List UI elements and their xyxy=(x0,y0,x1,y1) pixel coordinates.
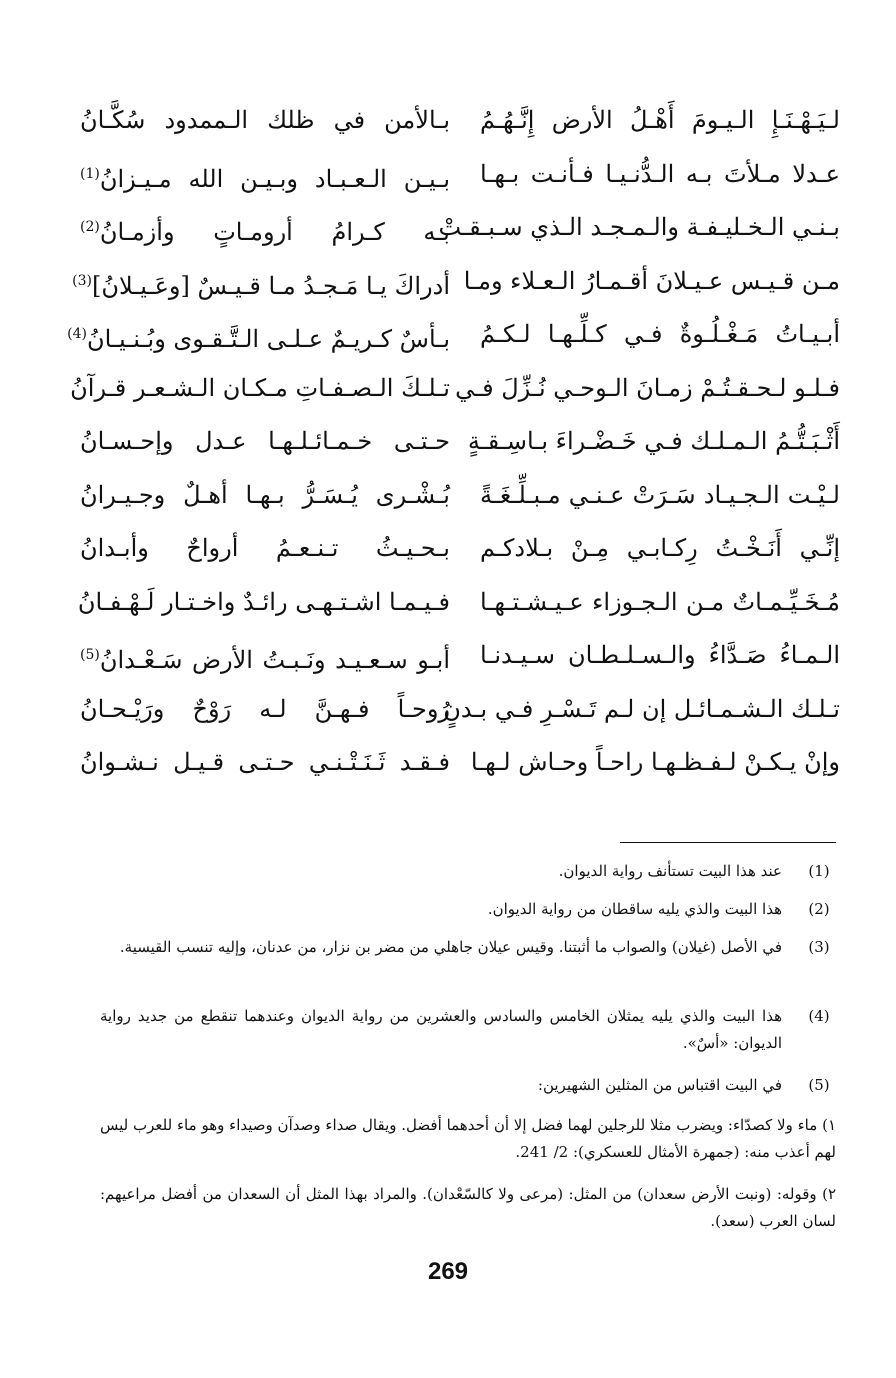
verse-first-hemistich: تـلـك الـشـمـائـل إن لـم تَـسْـرِ فـي بـدنٍ xyxy=(443,694,840,723)
verse-second-text: فـيـمـا اشـتـهـى رائـدٌ واخـتـار لَـهْـفـانُ xyxy=(77,587,450,616)
footnote-continuation xyxy=(100,1112,836,1166)
verse-line xyxy=(80,96,840,144)
verse-second-hemistich xyxy=(80,150,450,198)
verse-first-hemistich: بـنـي الـخـليـفـة والـمـجـد الـذي سـبـقـتْ xyxy=(438,213,840,241)
verse-second-text: بـه كـرامُ أرومـاتٍ وأزمـانُ xyxy=(99,218,450,246)
verse-first-hemistich: أبـيـاتُ مَـغْـلُـوةٌ فـي كـلِّـهـا لـكـمُ xyxy=(480,320,840,348)
verse-line xyxy=(80,738,840,786)
verse-line xyxy=(80,471,840,519)
verse-second-hemistich xyxy=(67,310,450,358)
verse-line xyxy=(80,203,840,251)
verse-second-text: بـالأمن في ظلك الـممدود سُكَّـانُ xyxy=(80,106,450,134)
verse-second-hemistich xyxy=(77,578,450,626)
verse-second-hemistich xyxy=(80,685,450,733)
verse-line xyxy=(80,417,840,465)
footnote-text: هذا البيت والذي يليه ساقطان من رواية الديوان. xyxy=(487,900,782,918)
verse-first-hemistich: أَثْـبَـتُّـمُ الـمـلـك فـي خَـضْـراءَ بـاسِـقـةٍ xyxy=(467,427,840,455)
verse-first-hemistich: مُـخَـيِّـمـاتٌ مـن الـجـوزاء عـيـشـتـهـا xyxy=(480,587,840,616)
footnote xyxy=(100,1072,836,1099)
verse-second-hemistich xyxy=(80,96,450,144)
footnote xyxy=(100,934,836,961)
verse-second-hemistich xyxy=(80,631,450,679)
footnote-number: (4) xyxy=(808,1007,830,1025)
footnote-marker: (3) xyxy=(72,272,92,289)
footnote xyxy=(100,896,836,923)
footnote-number: (3) xyxy=(808,938,830,956)
verse-second-text: رُوحـاً فـهـنَّ لـه رَوْحٌ ورَيْـحـانُ xyxy=(80,694,450,723)
verse-line xyxy=(80,685,840,733)
verse-second-text: أبـو سـعـيـد ونَـبـتُ الأرض سَـعْـدانُ xyxy=(99,646,450,674)
verse-second-hemistich xyxy=(70,364,450,412)
page-number: 269 xyxy=(427,1258,469,1285)
verse-second-hemistich xyxy=(80,417,450,465)
verse-second-text: بـيـن الـعـبـاد وبـيـن الله مـيـزانُ xyxy=(99,164,450,193)
verse-line xyxy=(70,364,840,412)
verse-first-hemistich: وإنْ يـكـنْ لـفـظـهـا راحـاً وحـاش لـهـا xyxy=(470,748,840,776)
verse-first-hemistich: لـيْـت الـجـيـاد سَـرَتْ عـنـي مـبـلِّـغَـةً xyxy=(480,480,840,509)
verse-line xyxy=(80,631,840,679)
footnote-marker: (4) xyxy=(67,326,88,342)
verse-second-text: بُـشْـرى يُـسَـرُّ بـهـا أهـلٌ وجـيـرانُ xyxy=(80,480,450,509)
verse-first-hemistich: فـلـو لـحـقـتُـمْ زمـانَ الـوحـي نُـزِّلَ فـي xyxy=(455,373,840,402)
verse-second-text: فـقـد ثَـنَـتْـنـي حـتـى قـيـل نـشـوانُ xyxy=(80,748,450,776)
footnote xyxy=(100,858,836,885)
footnote-text: في الأصل (غيلان) والصواب ما أثبتنا. وقيس عيلان جاهلي من مضر بن نزار، من عدنان، وإليه تنسب القيسية. xyxy=(119,938,782,956)
verse-second-hemistich xyxy=(80,738,450,786)
verse-first-hemistich: الـمـاءُ صَـدَّاءُ والـسـلـطـان سـيـدنـا xyxy=(480,641,840,669)
verse-first-hemistich: إنِّـي أَنَـخْـتُ رِكـابـي مِـنْ بـلادكـم xyxy=(480,534,840,562)
footnote-number: (5) xyxy=(808,1076,830,1094)
footnote-text: في البيت اقتباس من المثلين الشهيرين: xyxy=(537,1076,782,1094)
verse-second-text: تـلـكَ الـصـفـاتِ مـكـان الـشـعـر قـرآنُ xyxy=(70,373,450,402)
footnote-text: هذا البيت والذي يليه يمثلان الخامس والسادس والعشرين من رواية الديوان وعندهما تنقطع من جديد رواية الديوان: «أسٌ». xyxy=(100,1007,782,1052)
verse-second-hemistich xyxy=(80,471,450,519)
footnote-continuation xyxy=(100,1181,836,1235)
verse-second-text: بـأسٌ كـريـمٌ عـلـى الـتَّـقـوى وبُـنـيـانُ xyxy=(87,325,450,353)
verse-line xyxy=(77,578,840,626)
verse-line xyxy=(80,150,840,198)
verse-second-hemistich xyxy=(80,524,450,572)
footnote-number: (1) xyxy=(808,862,830,880)
verse-line xyxy=(72,257,840,305)
verse-line xyxy=(80,524,840,572)
footnote-number: (2) xyxy=(808,900,830,918)
footnote-continuation-text: ٢) وقوله: (ونبت الأرض سعدان) من المثل: (مرعى ولا كالسّعْدان). والمراد بهذا المثل أن السعدان من أفضل مراعيهم: لسان العرب (سعد). xyxy=(100,1185,836,1230)
verse-second-hemistich xyxy=(72,257,450,305)
verse-first-hemistich: عـدلا مـلأتَ بـه الـدُّنـيـا فـأنـت بـهـا xyxy=(480,159,840,188)
footnote-separator xyxy=(620,842,836,843)
verse-second-text: بـحـيـثُ تـنـعـمُ أرواحٌ وأبـدانُ xyxy=(80,534,450,562)
verse-line xyxy=(67,310,840,358)
verse-first-hemistich: مـن قـيـس عـيـلانَ أقـمـارُ الـعـلاء ومـا xyxy=(463,266,840,295)
footnote-continuation-text: ١) ماء ولا كصدّاء: ويضرب مثلا للرجلين لهما فضل إلا أن أحدهما أفضل. ويقال صداء وصدآن وصيداء وهو ماء للعرب ليس لهم أعذب منه: (جمهرة الأمثال للعسكري): 2/ 241. xyxy=(100,1116,836,1161)
verse-second-hemistich xyxy=(80,203,450,251)
footnote-marker: (5) xyxy=(80,647,100,663)
footnote-marker: (2) xyxy=(80,219,100,235)
footnote-marker: (1) xyxy=(80,165,100,182)
verse-second-text: أدراكَ يـا مَـجـدُ مـا قـيـسٌ [وعَـيـلانُ] xyxy=(91,271,450,300)
verse-second-text: حـتـى خـمـائـلـهـا عـدل وإحـسـانُ xyxy=(80,427,450,455)
footnote-text: عند هذا البيت تستأنف رواية الديوان. xyxy=(558,862,782,880)
footnote xyxy=(100,1003,836,1057)
verse-first-hemistich: لـيَـهْـنَـإِ الـيـومَ أَهْـلُ الأرض إِنَّـهُـمُ xyxy=(480,106,840,134)
